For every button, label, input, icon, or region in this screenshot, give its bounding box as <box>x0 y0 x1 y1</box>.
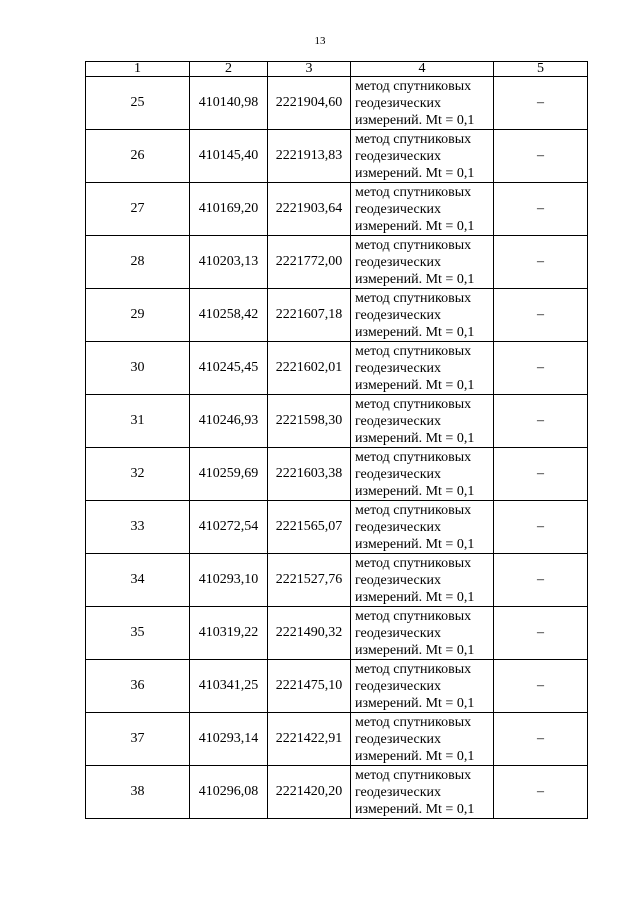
note-cell: – <box>494 342 588 395</box>
y-coordinate-cell: 2221602,01 <box>268 342 351 395</box>
method-line: метод спутниковых <box>355 767 472 783</box>
table-row <box>86 501 588 554</box>
y-coordinate-cell: 2221607,18 <box>268 289 351 342</box>
y-coordinate-cell: 2221565,07 <box>268 501 351 554</box>
x-coordinate-cell: 410259,69 <box>190 448 268 501</box>
y-coordinate-cell: 2221603,38 <box>268 448 351 501</box>
header-col-1: 1 <box>86 62 190 77</box>
method-cell <box>351 660 494 713</box>
method-line: метод спутниковых <box>355 131 472 147</box>
header-col-2: 2 <box>190 62 268 77</box>
table-row <box>86 130 588 183</box>
method-line: геодезических <box>355 254 442 270</box>
method-line: метод спутниковых <box>355 555 472 571</box>
y-coordinate-cell: 2221598,30 <box>268 395 351 448</box>
point-number-cell: 30 <box>86 342 190 395</box>
header-col-3: 3 <box>268 62 351 77</box>
method-line: измерений. Mt = 0,1 <box>355 271 475 287</box>
method-cell <box>351 501 494 554</box>
x-coordinate-cell: 410203,13 <box>190 236 268 289</box>
method-line: измерений. Mt = 0,1 <box>355 589 475 605</box>
method-line: геодезических <box>355 307 442 323</box>
y-coordinate-cell: 2221904,60 <box>268 77 351 130</box>
table-row <box>86 236 588 289</box>
method-line: геодезических <box>355 572 442 588</box>
method-cell <box>351 607 494 660</box>
note-cell: – <box>494 713 588 766</box>
point-number-cell: 33 <box>86 501 190 554</box>
method-line: метод спутниковых <box>355 608 472 624</box>
note-cell: – <box>494 289 588 342</box>
table-row <box>86 183 588 236</box>
method-line: метод спутниковых <box>355 184 472 200</box>
method-line: геодезических <box>355 784 442 800</box>
note-cell: – <box>494 183 588 236</box>
x-coordinate-cell: 410258,42 <box>190 289 268 342</box>
point-number-cell: 29 <box>86 289 190 342</box>
y-coordinate-cell: 2221475,10 <box>268 660 351 713</box>
method-cell <box>351 183 494 236</box>
note-cell: – <box>494 660 588 713</box>
note-cell: – <box>494 501 588 554</box>
table-row <box>86 713 588 766</box>
method-cell <box>351 713 494 766</box>
point-number-cell: 36 <box>86 660 190 713</box>
y-coordinate-cell: 2221420,20 <box>268 766 351 819</box>
method-line: метод спутниковых <box>355 343 472 359</box>
x-coordinate-cell: 410296,08 <box>190 766 268 819</box>
point-number-cell: 28 <box>86 236 190 289</box>
method-cell <box>351 77 494 130</box>
method-line: измерений. Mt = 0,1 <box>355 483 475 499</box>
point-number-cell: 35 <box>86 607 190 660</box>
x-coordinate-cell: 410341,25 <box>190 660 268 713</box>
method-line: геодезических <box>355 519 442 535</box>
x-coordinate-cell: 410246,93 <box>190 395 268 448</box>
method-cell <box>351 766 494 819</box>
method-line: метод спутниковых <box>355 396 472 412</box>
y-coordinate-cell: 2221772,00 <box>268 236 351 289</box>
method-line: измерений. Mt = 0,1 <box>355 165 475 181</box>
table-row <box>86 607 588 660</box>
method-cell <box>351 342 494 395</box>
method-line: метод спутниковых <box>355 661 472 677</box>
y-coordinate-cell: 2221913,83 <box>268 130 351 183</box>
table-row <box>86 395 588 448</box>
x-coordinate-cell: 410272,54 <box>190 501 268 554</box>
header-row <box>86 62 588 77</box>
method-line: измерений. Mt = 0,1 <box>355 377 475 393</box>
table-row <box>86 289 588 342</box>
method-line: метод спутниковых <box>355 237 472 253</box>
method-line: геодезических <box>355 678 442 694</box>
method-line: геодезических <box>355 466 442 482</box>
point-number-cell: 32 <box>86 448 190 501</box>
y-coordinate-cell: 2221422,91 <box>268 713 351 766</box>
method-line: измерений. Mt = 0,1 <box>355 748 475 764</box>
note-cell: – <box>494 448 588 501</box>
table-row <box>86 448 588 501</box>
method-line: геодезических <box>355 731 442 747</box>
page-number: 13 <box>314 35 326 47</box>
table-row <box>86 766 588 819</box>
table-row <box>86 660 588 713</box>
point-number-cell: 34 <box>86 554 190 607</box>
x-coordinate-cell: 410245,45 <box>190 342 268 395</box>
point-number-cell: 37 <box>86 713 190 766</box>
x-coordinate-cell: 410169,20 <box>190 183 268 236</box>
method-cell <box>351 448 494 501</box>
method-line: измерений. Mt = 0,1 <box>355 536 475 552</box>
note-cell: – <box>494 554 588 607</box>
note-cell: – <box>494 607 588 660</box>
method-cell <box>351 236 494 289</box>
x-coordinate-cell: 410319,22 <box>190 607 268 660</box>
point-number-cell: 25 <box>86 77 190 130</box>
method-line: геодезических <box>355 360 442 376</box>
method-line: геодезических <box>355 625 442 641</box>
method-line: измерений. Mt = 0,1 <box>355 324 475 340</box>
method-line: геодезических <box>355 201 442 217</box>
method-cell <box>351 554 494 607</box>
table-row <box>86 77 588 130</box>
point-number-cell: 38 <box>86 766 190 819</box>
table-body <box>86 77 588 819</box>
note-cell: – <box>494 130 588 183</box>
method-line: геодезических <box>355 148 442 164</box>
method-line: измерений. Mt = 0,1 <box>355 695 475 711</box>
table-row <box>86 342 588 395</box>
method-line: геодезических <box>355 95 442 111</box>
method-line: геодезических <box>355 413 442 429</box>
point-number-cell: 31 <box>86 395 190 448</box>
y-coordinate-cell: 2221903,64 <box>268 183 351 236</box>
y-coordinate-cell: 2221490,32 <box>268 607 351 660</box>
header-col-4: 4 <box>351 62 494 77</box>
method-line: измерений. Mt = 0,1 <box>355 430 475 446</box>
method-line: метод спутниковых <box>355 290 472 306</box>
y-coordinate-cell: 2221527,76 <box>268 554 351 607</box>
x-coordinate-cell: 410140,98 <box>190 77 268 130</box>
table-header <box>86 62 588 77</box>
point-number-cell: 27 <box>86 183 190 236</box>
method-line: измерений. Mt = 0,1 <box>355 112 475 128</box>
x-coordinate-cell: 410293,14 <box>190 713 268 766</box>
note-cell: – <box>494 236 588 289</box>
x-coordinate-cell: 410145,40 <box>190 130 268 183</box>
method-cell <box>351 130 494 183</box>
note-cell: – <box>494 766 588 819</box>
method-cell <box>351 395 494 448</box>
table-row <box>86 554 588 607</box>
note-cell: – <box>494 395 588 448</box>
note-cell: – <box>494 77 588 130</box>
method-line: метод спутниковых <box>355 502 472 518</box>
x-coordinate-cell: 410293,10 <box>190 554 268 607</box>
header-col-5: 5 <box>494 62 588 77</box>
coordinates-table <box>85 61 588 819</box>
method-line: измерений. Mt = 0,1 <box>355 801 475 817</box>
method-line: метод спутниковых <box>355 449 472 465</box>
method-line: измерений. Mt = 0,1 <box>355 218 475 234</box>
method-line: метод спутниковых <box>355 714 472 730</box>
method-line: метод спутниковых <box>355 78 472 94</box>
method-line: измерений. Mt = 0,1 <box>355 642 475 658</box>
point-number-cell: 26 <box>86 130 190 183</box>
method-cell <box>351 289 494 342</box>
